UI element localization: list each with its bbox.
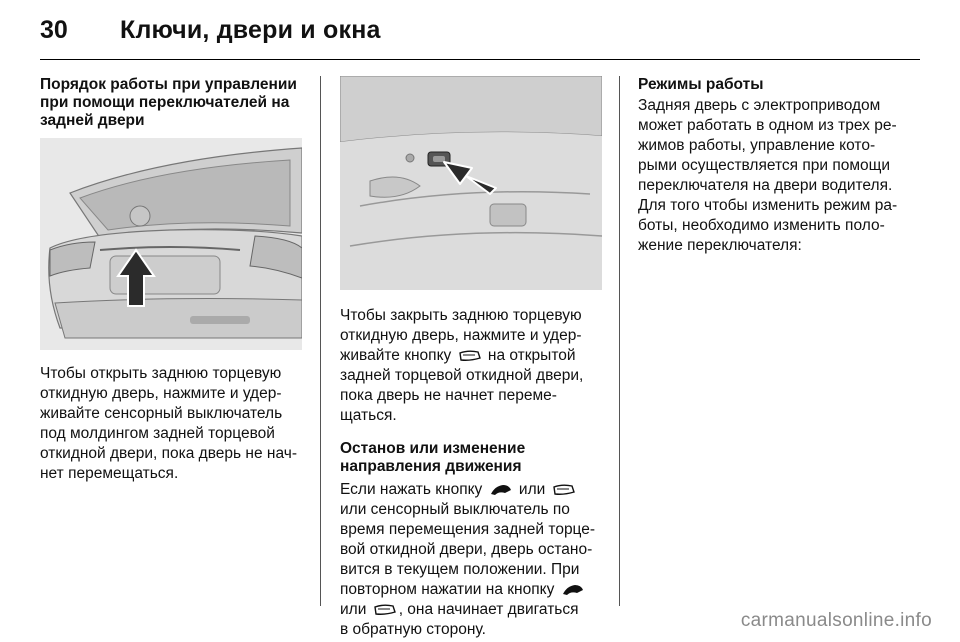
column-divider-left bbox=[320, 76, 321, 606]
page-header bbox=[40, 14, 920, 54]
tailgate-interior-drawing bbox=[340, 76, 602, 290]
section-heading-switch-operation: Порядок работы при управлении при помощи переключателей на задней двери bbox=[40, 76, 297, 129]
tailgate-open-icon bbox=[561, 583, 585, 597]
tailgate-open-icon bbox=[489, 483, 513, 497]
column-1 bbox=[40, 76, 302, 484]
section-heading-operating-modes: Режимы работы bbox=[638, 76, 764, 93]
illustration-rear-car bbox=[40, 138, 302, 350]
header-divider bbox=[40, 59, 920, 60]
illustration-tailgate-button bbox=[340, 76, 602, 290]
paragraph-open-tailgate: Чтобы открыть заднюю торцевую откидную дверь, нажмите и удер- живайте сенсорный выключатель под молдингом задней торцевой откидной двери, пока дверь не нач- нет перемещаться. bbox=[40, 365, 297, 482]
page-title: Ключи, двери и окна bbox=[120, 16, 381, 44]
section-heading-stop-reverse: Останов или изменение направления движения bbox=[340, 440, 526, 475]
paragraph-close-tailgate: Чтобы закрыть заднюю торцевую откидную дверь, нажмите и удер- живайте кнопку на открытой задней торцевой откидной двери, пока дверь не начнет переме- щаться. bbox=[340, 307, 584, 424]
tailgate-close-icon bbox=[552, 483, 576, 497]
watermark: carmanualsonline.info bbox=[740, 610, 932, 631]
column-divider-right bbox=[619, 76, 620, 606]
column-2 bbox=[340, 76, 602, 640]
column-3 bbox=[638, 76, 908, 256]
paragraph-operating-modes: Задняя дверь с электроприводом может работать в одном из трех ре- жимов работы, управление кото- рыми осуществляется при помощи переключателя на двери водителя. Для того чтобы изменить режим ра- боты, необходимо изменить поло- жение переключателя: bbox=[638, 97, 898, 254]
rear-car-drawing bbox=[40, 138, 302, 350]
page-number: 30 bbox=[40, 16, 68, 44]
tailgate-close-icon bbox=[373, 603, 397, 617]
tailgate-close-icon bbox=[458, 349, 482, 363]
paragraph-stop-reverse: Если нажать кнопку или или сенсорный выключатель по время перемещения задней торце- вой откидной двери, дверь остано- вится в текущем положении. При повторном нажатии на кнопку или , она начинает двигаться в обратную сторону. bbox=[340, 481, 596, 638]
